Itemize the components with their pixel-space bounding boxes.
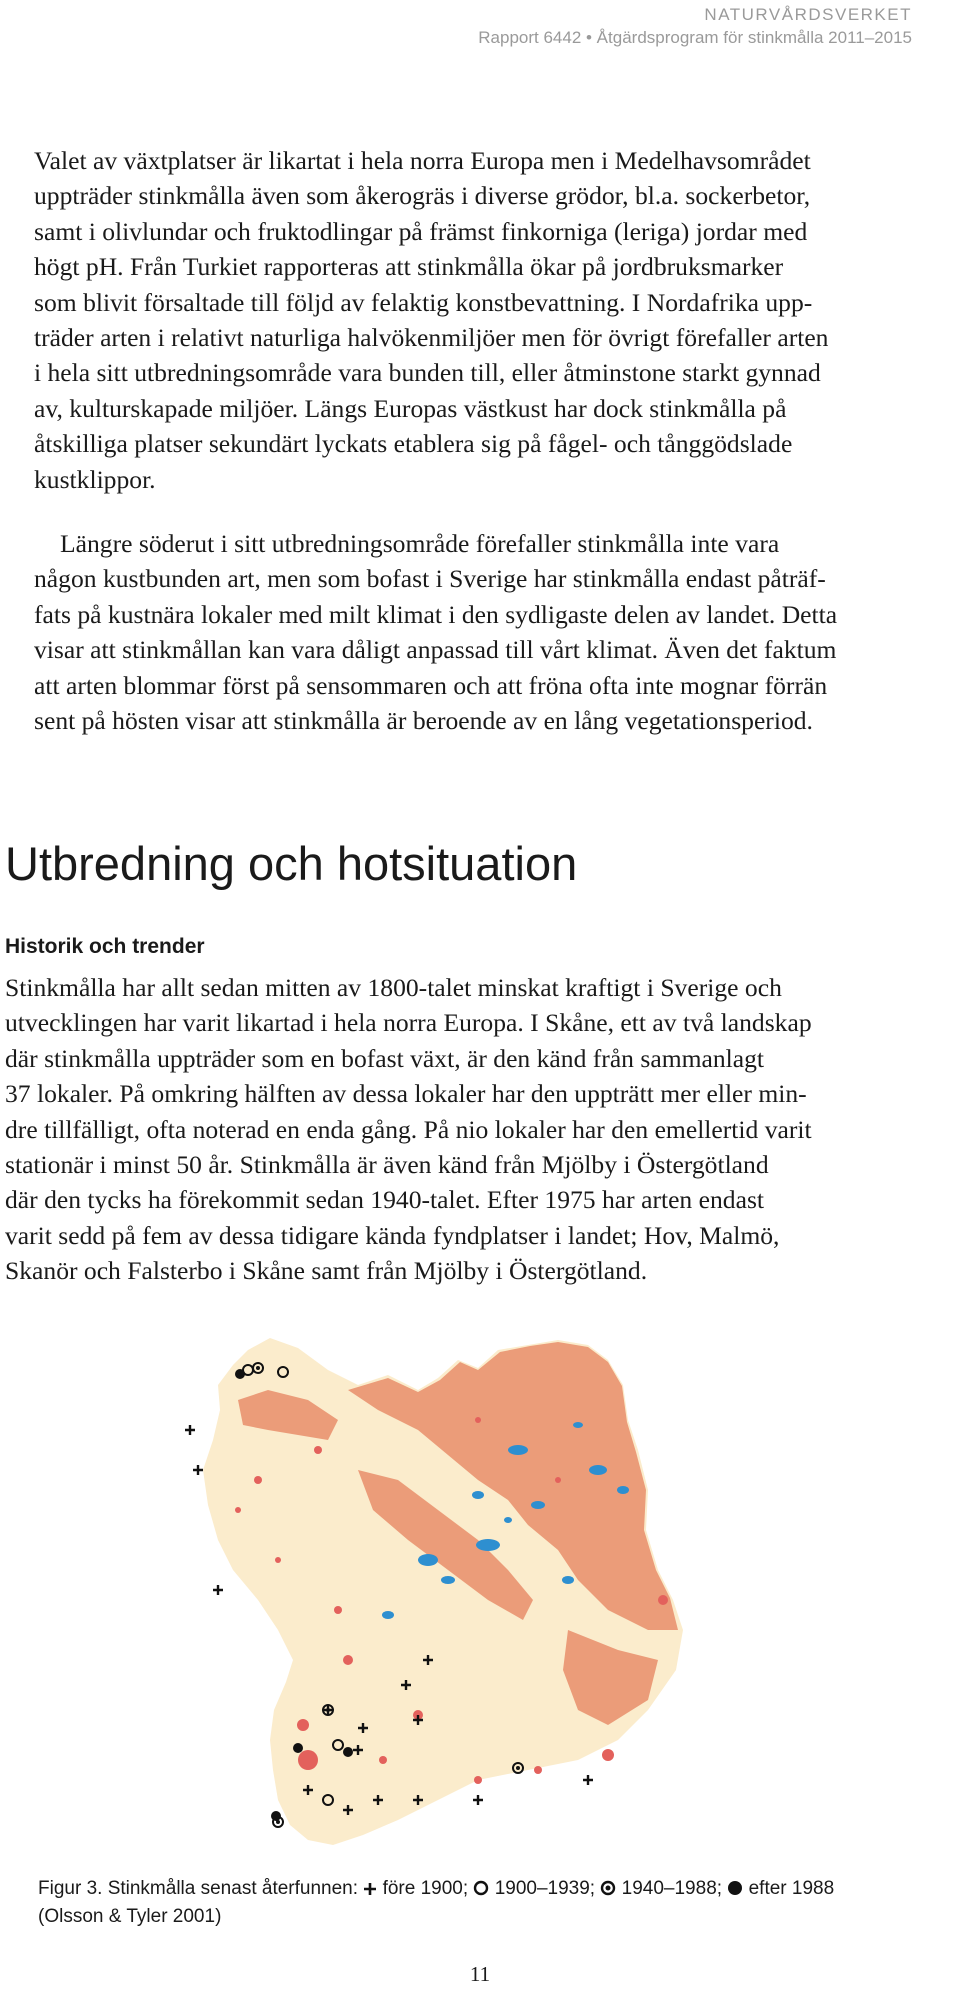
urban-area	[334, 1606, 342, 1614]
urban-area	[475, 1417, 481, 1423]
legend-label-2: 1900–1939;	[489, 1878, 601, 1899]
text-line: Stinkmålla har allt sedan mitten av 1800-talet minskat kraftigt i Sverige och	[5, 973, 782, 1002]
text-line: där stinkmålla uppträder som en bofast växt, är den känd från sammanlagt	[5, 1043, 765, 1073]
text-line: visar att stinkmållan kan vara dåligt anpassad till vårt klimat. Även det faktum	[34, 635, 837, 665]
text-line: som blivit försaltade till följd av felaktig konstbevattning. I Nordafrika upp-	[34, 287, 813, 317]
paragraph-3	[5, 970, 935, 1289]
lake	[476, 1539, 500, 1551]
plus-marker	[193, 1465, 203, 1475]
text-line: stationär i minst 50 år. Stinkmålla är även känd från Mjölby i Östergötland	[5, 1150, 769, 1180]
plus-marker	[583, 1775, 593, 1785]
filled-marker	[235, 1369, 245, 1379]
urban-area	[314, 1446, 322, 1454]
text-line: av, kulturskapade miljöer. Längs Europas västkust har dock stinkmålla på	[34, 393, 787, 423]
legend-label-3: 1940–1988;	[616, 1878, 728, 1899]
urban-area	[555, 1477, 561, 1483]
section-heading: Utbredning och hotsituation	[5, 837, 578, 890]
page-number: 11	[469, 1962, 491, 1986]
plus-marker	[213, 1585, 223, 1595]
text-line: fats på kustnära lokaler med milt klimat i den sydligaste delen av landet. Detta	[34, 599, 838, 629]
text-line: 37 lokaler. På omkring hälften av dessa lokaler har den uppträtt mer eller min-	[5, 1079, 807, 1109]
plus-marker	[473, 1795, 483, 1805]
ring-symbol-icon	[473, 1878, 489, 1904]
plus-marker	[185, 1425, 195, 1435]
urban-area	[534, 1766, 542, 1774]
urban-area	[602, 1749, 614, 1761]
urban-area	[235, 1507, 241, 1513]
text-line: träder arten i relativt naturliga halvökenmiljöer men för övrigt förefaller arten	[34, 323, 829, 353]
plus-symbol-icon	[363, 1878, 377, 1904]
figure-caption	[38, 1876, 834, 1930]
filled-marker	[271, 1811, 281, 1821]
lake	[589, 1465, 607, 1475]
legend-label-4: efter 1988	[743, 1878, 835, 1899]
dot-ring-symbol-icon	[600, 1878, 616, 1904]
text-line: Längre söderut i sitt utbredningsområde förefaller stinkmålla inte vara	[60, 529, 780, 558]
lake	[504, 1517, 512, 1523]
skane-distribution-map	[178, 1330, 758, 1870]
text-line: samt i olivlundar och fruktodlingar på främst finkorniga (leriga) jordar med	[34, 216, 808, 246]
figure-source: (Olsson & Tyler 2001)	[38, 1906, 222, 1927]
filled-dot-symbol-icon	[727, 1878, 743, 1904]
dot-marker	[516, 1766, 520, 1770]
filled-marker	[293, 1743, 303, 1753]
text-line: utvecklingen har varit likartad i hela norra Europa. I Skåne, ett av två landskap	[5, 1008, 812, 1038]
lake	[441, 1576, 455, 1584]
organization-name: NATURVÅRDSVERKET	[704, 5, 912, 24]
lake	[617, 1486, 629, 1494]
text-line: någon kustbunden art, men som bofast i Sverige har stinkmålla endast påträf-	[34, 564, 826, 594]
lake	[573, 1422, 583, 1428]
text-line: sent på hösten visar att stinkmålla är beroende av en lång vegetationsperiod.	[34, 706, 813, 736]
subsection-heading: Historik och trender	[5, 935, 205, 958]
urban-area	[474, 1776, 482, 1784]
urban-area	[343, 1655, 353, 1665]
lake	[382, 1611, 394, 1619]
urban-area	[298, 1750, 318, 1770]
filled-marker	[343, 1747, 353, 1757]
text-line: kustklippor.	[34, 464, 156, 494]
text-line: åtskilliga platser sekundärt lyckats etablera sig på fågel- och tånggödslade	[34, 429, 793, 459]
urban-area	[658, 1595, 668, 1605]
lake	[562, 1576, 574, 1584]
caption-prefix: Figur 3. Stinkmålla senast återfunnen:	[38, 1878, 364, 1899]
legend-label-1: före 1900;	[377, 1878, 474, 1899]
urban-area	[297, 1719, 309, 1731]
urban-area	[379, 1756, 387, 1764]
urban-area	[254, 1476, 262, 1484]
dot-marker	[326, 1708, 330, 1712]
text-line: uppträder stinkmålla även som åkerogräs i diverse grödor, bl.a. sockerbetor,	[34, 181, 811, 211]
text-line: Skanör och Falsterbo i Skåne samt från Mjölby i Östergötland.	[5, 1256, 648, 1286]
report-title: Rapport 6442 • Åtgärdsprogram för stinkmålla 2011–2015	[478, 28, 912, 47]
lake	[531, 1501, 545, 1509]
urban-area	[275, 1557, 281, 1563]
text-line: Valet av växtplatser är likartat i hela norra Europa men i Medelhavsområdet	[34, 146, 811, 175]
text-line: dre tillfälligt, ofta noterad en enda gång. På nio lokaler har den emellertid varit	[5, 1114, 812, 1144]
running-header	[478, 4, 912, 50]
text-line: att arten blommar först på sensommaren och att fröna ofta inte mognar förrän	[34, 670, 828, 700]
lake	[418, 1554, 438, 1566]
paragraph-2	[34, 526, 960, 738]
lake	[508, 1445, 528, 1455]
text-line: högt pH. Från Turkiet rapporteras att stinkmålla ökar på jordbruksmarker	[34, 252, 784, 282]
text-line: i hela sitt utbredningsområde vara bunden till, eller åtminstone starkt gynnad	[34, 358, 821, 388]
text-line: där den tycks ha förekommit sedan 1940-talet. Efter 1975 har arten endast	[5, 1185, 765, 1215]
lake	[472, 1491, 484, 1499]
text-line: varit sedd på fem av dessa tidigare kända fyndplatser i landet; Hov, Malmö,	[5, 1220, 780, 1250]
dot-marker	[256, 1366, 260, 1370]
paragraph-1	[34, 143, 960, 497]
